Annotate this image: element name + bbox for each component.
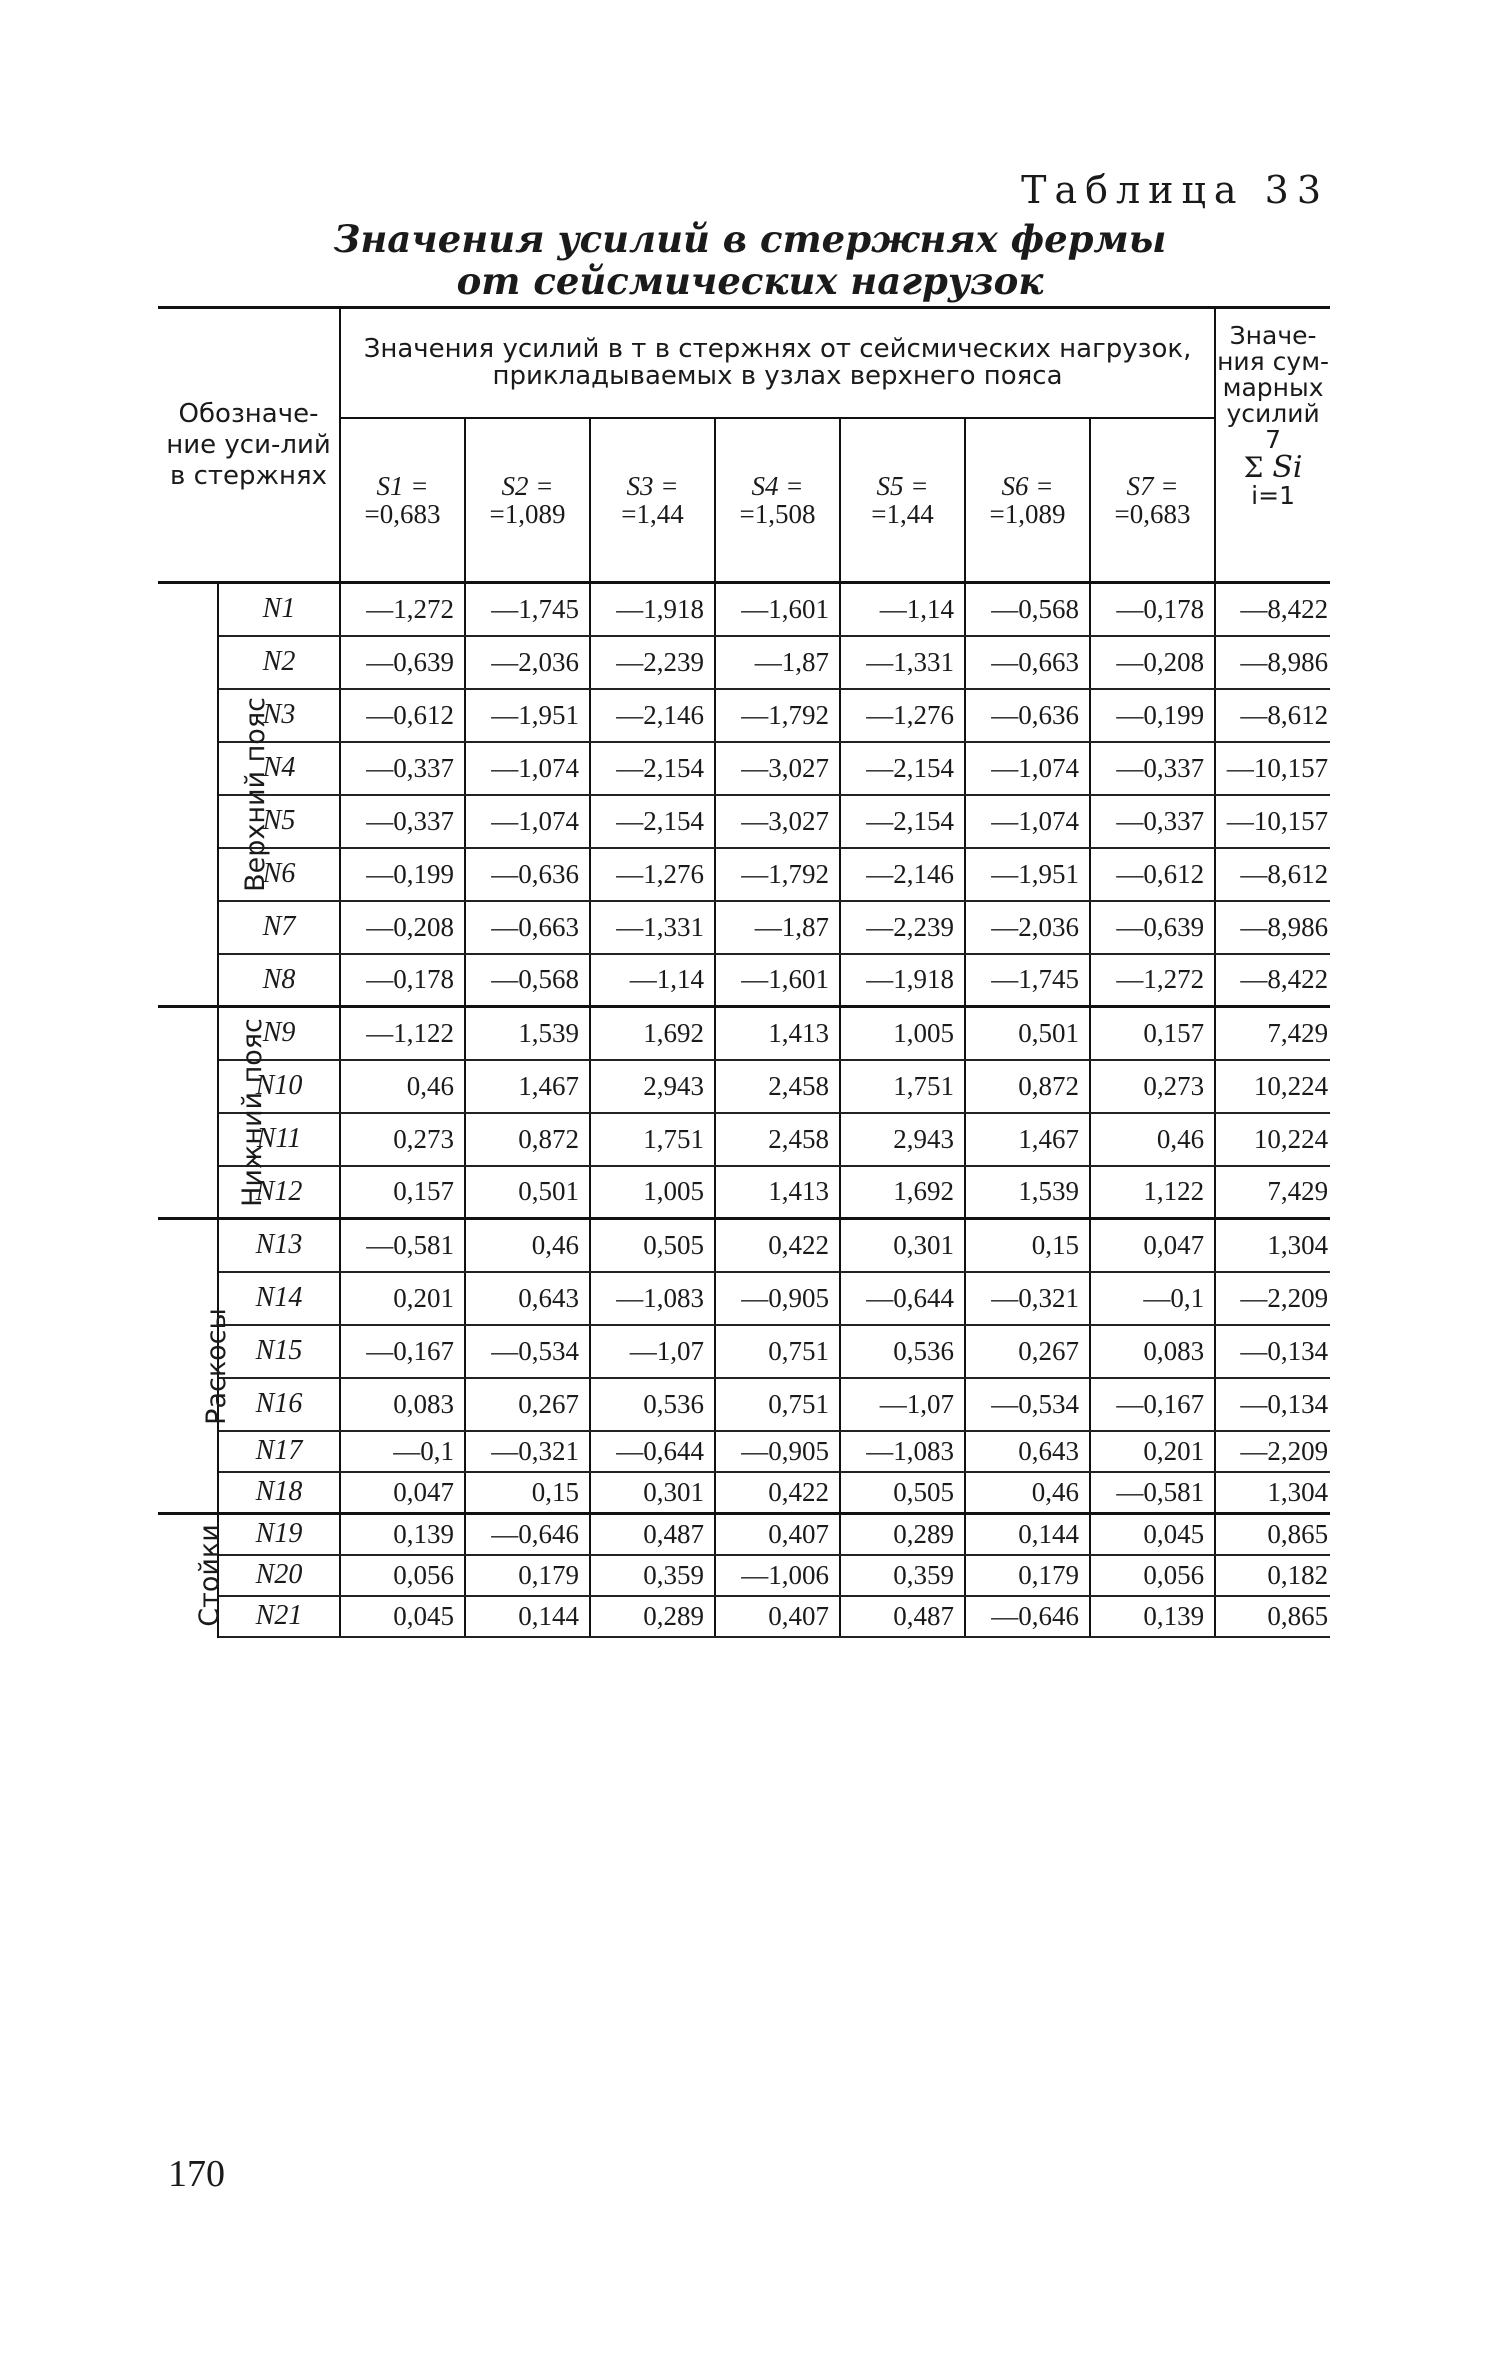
force-value: —2,239 — [840, 901, 965, 954]
force-value: 0,359 — [590, 1555, 715, 1596]
force-value: —3,027 — [715, 795, 840, 848]
table-row — [158, 901, 1330, 954]
table-row — [158, 1596, 1330, 1637]
force-label: N7 — [218, 901, 340, 954]
force-value: 0,139 — [340, 1514, 465, 1555]
table-row — [158, 1219, 1330, 1272]
designation-header: Обозначе-ние уси-лий в стержнях — [158, 308, 340, 583]
force-value: 0,144 — [965, 1514, 1090, 1555]
force-value: —1,918 — [840, 954, 965, 1007]
force-label: N19 — [218, 1514, 340, 1555]
loads-group-header: Значения усилий в т в стержнях от сейсмических нагрузок, прикладываемых в узлах верхнего пояса — [340, 308, 1215, 419]
force-label: N12 — [218, 1166, 340, 1219]
force-value: —0,636 — [965, 689, 1090, 742]
sum-value: —2,209 — [1215, 1431, 1330, 1472]
force-value: —1,14 — [590, 954, 715, 1007]
force-value: —0,663 — [965, 636, 1090, 689]
force-value: —0,639 — [340, 636, 465, 689]
force-value: 0,083 — [340, 1378, 465, 1431]
sum-header — [1215, 308, 1330, 583]
force-value: 2,943 — [840, 1113, 965, 1166]
sum-value: 0,865 — [1215, 1514, 1330, 1555]
force-value: —0,1 — [1090, 1272, 1215, 1325]
group-label: Стойки — [193, 1524, 225, 1628]
force-value: 0,056 — [340, 1555, 465, 1596]
force-value: —1,14 — [840, 583, 965, 636]
force-value: —0,646 — [965, 1596, 1090, 1637]
force-value: 0,46 — [465, 1219, 590, 1272]
force-value: 0,536 — [590, 1378, 715, 1431]
sigma-symbol: Σ Si — [1243, 450, 1303, 485]
force-value: 1,005 — [840, 1007, 965, 1060]
force-value: —1,083 — [840, 1431, 965, 1472]
sum-value: —8,986 — [1215, 636, 1330, 689]
force-value: 0,46 — [1090, 1113, 1215, 1166]
force-value: —1,006 — [715, 1555, 840, 1596]
force-value: 0,289 — [840, 1514, 965, 1555]
force-value: 1,413 — [715, 1007, 840, 1060]
force-value: 0,179 — [965, 1555, 1090, 1596]
force-label: N10 — [218, 1060, 340, 1113]
force-label: N9 — [218, 1007, 340, 1060]
force-value: 0,15 — [965, 1219, 1090, 1272]
force-value: —2,036 — [965, 901, 1090, 954]
table-row — [158, 1060, 1330, 1113]
force-value: —0,337 — [1090, 795, 1215, 848]
force-value: 1,692 — [840, 1166, 965, 1219]
sum-value: 10,224 — [1215, 1113, 1330, 1166]
force-value: 1,005 — [590, 1166, 715, 1219]
table-row — [158, 1007, 1330, 1060]
group-cell — [158, 1514, 225, 1637]
force-value: —0,905 — [715, 1272, 840, 1325]
table-number: Таблица 33 — [1021, 168, 1329, 212]
force-value: 0,359 — [840, 1555, 965, 1596]
table-row — [158, 1113, 1330, 1166]
force-value: —1,951 — [465, 689, 590, 742]
table-caption — [150, 218, 1350, 302]
force-value: —0,178 — [340, 954, 465, 1007]
load-header-s2: S2 = =1,089 — [465, 418, 590, 583]
sum-value: —2,209 — [1215, 1272, 1330, 1325]
force-value: —0,337 — [1090, 742, 1215, 795]
force-value: 1,751 — [590, 1113, 715, 1166]
force-value: —1,792 — [715, 848, 840, 901]
force-value: 0,422 — [715, 1472, 840, 1514]
group-cell — [158, 1007, 268, 1219]
sum-header-label: Значе-ния сум-марных усилий — [1217, 321, 1330, 428]
table-row — [158, 848, 1330, 901]
force-value: —0,167 — [1090, 1378, 1215, 1431]
force-value: 0,045 — [1090, 1514, 1215, 1555]
force-value: —1,122 — [340, 1007, 465, 1060]
table-row — [158, 795, 1330, 848]
force-value: —0,178 — [1090, 583, 1215, 636]
table-row — [158, 583, 1330, 636]
sum-value: 1,304 — [1215, 1219, 1330, 1272]
force-value: 1,467 — [465, 1060, 590, 1113]
group-label: Нижний пояс — [236, 1018, 268, 1207]
force-label: N5 — [218, 795, 340, 848]
force-value: 0,201 — [340, 1272, 465, 1325]
force-value: 1,413 — [715, 1166, 840, 1219]
force-value: 0,289 — [590, 1596, 715, 1637]
force-value: 0,201 — [1090, 1431, 1215, 1472]
group-label: Раскосы — [200, 1307, 232, 1425]
force-value: —1,918 — [590, 583, 715, 636]
force-value: 0,46 — [340, 1060, 465, 1113]
force-value: 0,083 — [1090, 1325, 1215, 1378]
sum-value: —10,157 — [1215, 795, 1330, 848]
force-value: —0,663 — [465, 901, 590, 954]
force-value: 0,872 — [465, 1113, 590, 1166]
caption-line-1: Значения усилий в стержнях фермы — [333, 217, 1167, 261]
force-value: —0,581 — [1090, 1472, 1215, 1514]
table-row — [158, 1325, 1330, 1378]
force-value: 0,505 — [840, 1472, 965, 1514]
table-row — [158, 1166, 1330, 1219]
force-value: —1,074 — [965, 795, 1090, 848]
force-label: N17 — [218, 1431, 340, 1472]
force-value: 0,056 — [1090, 1555, 1215, 1596]
sum-value: 10,224 — [1215, 1060, 1330, 1113]
force-value: —0,581 — [340, 1219, 465, 1272]
force-value: 1,539 — [465, 1007, 590, 1060]
force-value: —2,146 — [840, 848, 965, 901]
sum-value: 0,865 — [1215, 1596, 1330, 1637]
load-header-s6: S6 = =1,089 — [965, 418, 1090, 583]
force-value: 2,458 — [715, 1113, 840, 1166]
force-value: —1,601 — [715, 583, 840, 636]
force-value: —0,321 — [965, 1272, 1090, 1325]
force-value: —0,199 — [1090, 689, 1215, 742]
force-value: —1,07 — [590, 1325, 715, 1378]
force-value: —1,074 — [465, 795, 590, 848]
force-label: N21 — [218, 1596, 340, 1637]
force-value: 0,751 — [715, 1325, 840, 1378]
force-value: 0,273 — [1090, 1060, 1215, 1113]
force-value: 1,692 — [590, 1007, 715, 1060]
sum-value: 7,429 — [1215, 1166, 1330, 1219]
load-header-s1: S1 = =0,683 — [340, 418, 465, 583]
force-value: 0,179 — [465, 1555, 590, 1596]
force-label: N14 — [218, 1272, 340, 1325]
force-value: —1,601 — [715, 954, 840, 1007]
force-value: —0,167 — [340, 1325, 465, 1378]
group-cell — [158, 1219, 232, 1514]
force-value: —1,951 — [965, 848, 1090, 901]
force-label: N1 — [218, 583, 340, 636]
force-value: —0,905 — [715, 1431, 840, 1472]
force-value: —0,612 — [340, 689, 465, 742]
force-value: 0,643 — [965, 1431, 1090, 1472]
forces-table — [158, 306, 1330, 1638]
sum-value: —0,134 — [1215, 1325, 1330, 1378]
force-value: 0,487 — [840, 1596, 965, 1637]
force-value: 1,467 — [965, 1113, 1090, 1166]
force-label: N3 — [218, 689, 340, 742]
force-value: 0,505 — [590, 1219, 715, 1272]
caption-line-2: от сейсмических нагрузок — [456, 259, 1044, 303]
force-value: 0,139 — [1090, 1596, 1215, 1637]
force-value: 0,422 — [715, 1219, 840, 1272]
force-value: —1,276 — [840, 689, 965, 742]
force-value: —1,07 — [840, 1378, 965, 1431]
force-value: 0,872 — [965, 1060, 1090, 1113]
force-value: 0,15 — [465, 1472, 590, 1514]
force-value: 1,122 — [1090, 1166, 1215, 1219]
load-header-s3: S3 = =1,44 — [590, 418, 715, 583]
force-value: 0,157 — [1090, 1007, 1215, 1060]
table-row — [158, 1514, 1330, 1555]
force-value: 0,407 — [715, 1596, 840, 1637]
force-value: —3,027 — [715, 742, 840, 795]
group-label: Верхний пояс — [239, 697, 271, 892]
force-value: —1,331 — [590, 901, 715, 954]
force-value: 0,501 — [465, 1166, 590, 1219]
force-label: N18 — [218, 1472, 340, 1514]
page-number: 170 — [168, 2153, 225, 2195]
force-value: —2,239 — [590, 636, 715, 689]
force-value: —1,331 — [840, 636, 965, 689]
force-value: 0,301 — [840, 1219, 965, 1272]
load-header-s5: S5 = =1,44 — [840, 418, 965, 583]
sum-value: 1,304 — [1215, 1472, 1330, 1514]
force-value: —2,146 — [590, 689, 715, 742]
force-value: —0,644 — [590, 1431, 715, 1472]
table-row — [158, 954, 1330, 1007]
force-value: 0,407 — [715, 1514, 840, 1555]
force-value: —1,745 — [965, 954, 1090, 1007]
force-value: 0,487 — [590, 1514, 715, 1555]
force-value: —1,074 — [465, 742, 590, 795]
force-value: —0,337 — [340, 795, 465, 848]
force-value: —2,154 — [590, 742, 715, 795]
force-value: —0,644 — [840, 1272, 965, 1325]
force-value: 0,301 — [590, 1472, 715, 1514]
table-row — [158, 636, 1330, 689]
sum-value: —8,612 — [1215, 689, 1330, 742]
sum-value: —8,422 — [1215, 583, 1330, 636]
table-row — [158, 689, 1330, 742]
force-value: 0,047 — [340, 1472, 465, 1514]
force-value: —1,792 — [715, 689, 840, 742]
force-value: —1,272 — [340, 583, 465, 636]
force-value: —0,337 — [340, 742, 465, 795]
force-value: 0,751 — [715, 1378, 840, 1431]
force-value: —0,321 — [465, 1431, 590, 1472]
force-value: 0,045 — [340, 1596, 465, 1637]
force-value: —1,083 — [590, 1272, 715, 1325]
force-value: 0,047 — [1090, 1219, 1215, 1272]
force-label: N15 — [218, 1325, 340, 1378]
force-value: —2,036 — [465, 636, 590, 689]
force-value: —0,534 — [465, 1325, 590, 1378]
force-value: 2,943 — [590, 1060, 715, 1113]
sum-value: —8,422 — [1215, 954, 1330, 1007]
force-value: —1,074 — [965, 742, 1090, 795]
table-row — [158, 1431, 1330, 1472]
load-header-s4: S4 = =1,508 — [715, 418, 840, 583]
sum-value: —10,157 — [1215, 742, 1330, 795]
force-value: —1,745 — [465, 583, 590, 636]
force-value: —2,154 — [840, 795, 965, 848]
force-value: —0,1 — [340, 1431, 465, 1472]
force-value: —1,272 — [1090, 954, 1215, 1007]
table-row — [158, 1555, 1330, 1596]
force-value: —0,568 — [465, 954, 590, 1007]
force-value: —1,276 — [590, 848, 715, 901]
sum-value: 0,182 — [1215, 1555, 1330, 1596]
load-header-s7: S7 = =0,683 — [1090, 418, 1215, 583]
group-cell — [158, 583, 271, 1007]
force-value: —0,568 — [965, 583, 1090, 636]
force-value: —1,87 — [715, 901, 840, 954]
force-value: —0,208 — [340, 901, 465, 954]
force-label: N4 — [218, 742, 340, 795]
force-label: N6 — [218, 848, 340, 901]
force-value: 0,267 — [965, 1325, 1090, 1378]
force-value: 0,46 — [965, 1472, 1090, 1514]
force-value: —1,87 — [715, 636, 840, 689]
force-value: —2,154 — [590, 795, 715, 848]
force-value: —2,154 — [840, 742, 965, 795]
force-label: N13 — [218, 1219, 340, 1272]
force-value: —0,208 — [1090, 636, 1215, 689]
force-value: 0,267 — [465, 1378, 590, 1431]
table-row — [158, 1472, 1330, 1514]
sum-upper-limit: 7 — [1265, 425, 1282, 454]
force-value: —0,534 — [965, 1378, 1090, 1431]
force-label: N8 — [218, 954, 340, 1007]
force-value: —0,646 — [465, 1514, 590, 1555]
force-value: 2,458 — [715, 1060, 840, 1113]
force-label: N20 — [218, 1555, 340, 1596]
force-value: 0,144 — [465, 1596, 590, 1637]
sum-value: —8,986 — [1215, 901, 1330, 954]
force-value: 1,751 — [840, 1060, 965, 1113]
force-value: 0,643 — [465, 1272, 590, 1325]
force-value: —0,636 — [465, 848, 590, 901]
table-row — [158, 1378, 1330, 1431]
force-value: 0,157 — [340, 1166, 465, 1219]
force-value: —0,639 — [1090, 901, 1215, 954]
sum-value: —8,612 — [1215, 848, 1330, 901]
force-label: N11 — [218, 1113, 340, 1166]
force-value: 1,539 — [965, 1166, 1090, 1219]
force-label: N16 — [218, 1378, 340, 1431]
sum-value: —0,134 — [1215, 1378, 1330, 1431]
force-value: 0,273 — [340, 1113, 465, 1166]
sum-value: 7,429 — [1215, 1007, 1330, 1060]
force-value: 0,536 — [840, 1325, 965, 1378]
sum-lower-limit: i=1 — [1251, 481, 1295, 510]
force-value: —0,612 — [1090, 848, 1215, 901]
force-label: N2 — [218, 636, 340, 689]
force-value: —0,199 — [340, 848, 465, 901]
force-value: 0,501 — [965, 1007, 1090, 1060]
table-row — [158, 742, 1330, 795]
table-row — [158, 1272, 1330, 1325]
